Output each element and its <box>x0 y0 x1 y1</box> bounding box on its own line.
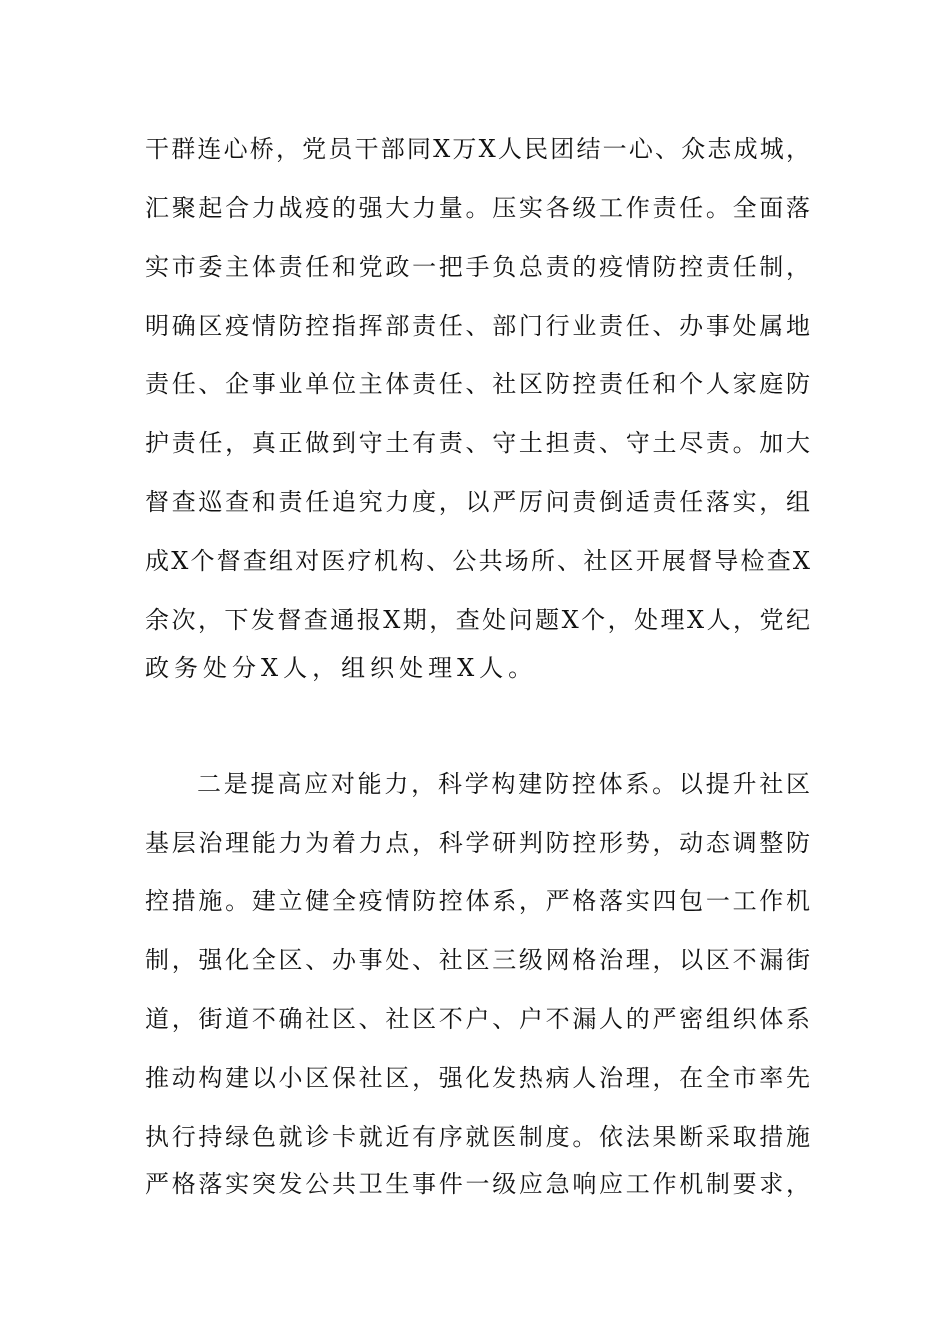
paragraph-2-line-2: 基层治理能力为着力点，科学研判防控形势，动态调整防 <box>145 829 810 857</box>
paragraph-1-line-2: 汇聚起合力战疫的强大力量。压实各级工作责任。全面落 <box>145 194 810 222</box>
paragraph-2-line-4: 制，强化全区、办事处、社区三级网格治理，以区不漏街 <box>145 946 810 974</box>
paragraph-1-line-10: 政务处分X人，组织处理X人。 <box>145 654 538 682</box>
paragraph-1-line-7: 督查巡查和责任追究力度，以严厉问责倒适责任落实，组 <box>145 488 810 516</box>
paragraph-1-line-5: 责任、企事业单位主体责任、社区防控责任和个人家庭防 <box>145 370 810 398</box>
paragraph-2-line-3: 控措施。建立健全疫情防控体系，严格落实四包一工作机 <box>145 887 810 915</box>
paragraph-2-line-7: 执行持绿色就诊卡就近有序就医制度。依法果断采取措施 <box>145 1123 810 1151</box>
paragraph-2-line-8: 严格落实突发公共卫生事件一级应急响应工作机制要求， <box>145 1170 810 1198</box>
paragraph-2-line-1: 二是提高应对能力，科学构建防控体系。以提升社区 <box>197 770 810 798</box>
paragraph-2-line-6: 推动构建以小区保社区，强化发热病人治理，在全市率先 <box>145 1064 810 1092</box>
paragraph-2-line-5: 道，街道不确社区、社区不户、户不漏人的严密组织体系 <box>145 1005 810 1033</box>
paragraph-1-line-9: 余次，下发督查通报X期，查处问题X个，处理X人，党纪 <box>145 606 810 634</box>
paragraph-1-line-1: 干群连心桥，党员干部同X万X人民团结一心、众志成城， <box>145 135 810 163</box>
paragraph-1-line-3: 实市委主体责任和党政一把手负总责的疫情防控责任制， <box>145 253 810 281</box>
paragraph-1-line-8: 成X个督查组对医疗机构、公共场所、社区开展督导检查X <box>145 547 810 575</box>
paragraph-1-line-4: 明确区疫情防控指挥部责任、部门行业责任、办事处属地 <box>145 312 810 340</box>
paragraph-1-line-6: 护责任，真正做到守土有责、守土担责、守土尽责。加大 <box>145 429 810 457</box>
